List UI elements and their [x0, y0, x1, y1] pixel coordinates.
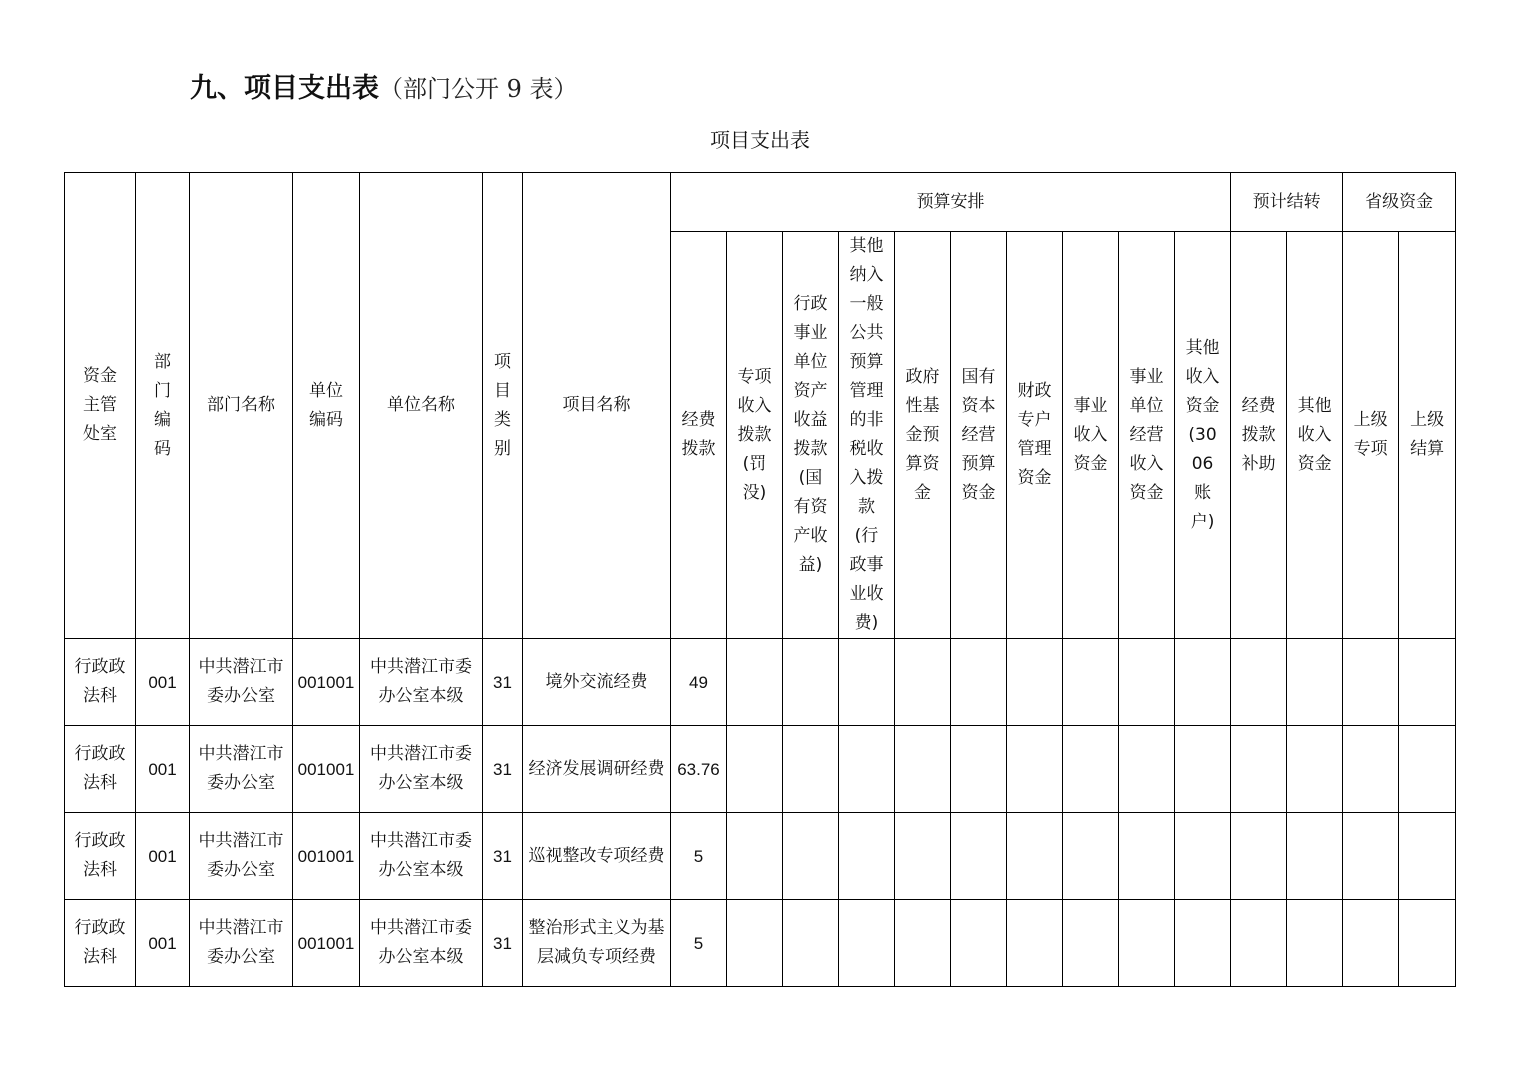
- header-budget-col: 国有资本经营预算资金: [951, 232, 1007, 639]
- cell-project-name: 整治形式主义为基层减负专项经费: [523, 900, 671, 987]
- cell-project-name: 境外交流经费: [523, 639, 671, 726]
- cell-fund-dept: 行政政法科: [65, 639, 136, 726]
- cell-amount: 5: [671, 900, 727, 987]
- cell-fund-dept: 行政政法科: [65, 900, 136, 987]
- header-project-type: 项目类别: [483, 173, 523, 639]
- cell-unit-code: 001001: [293, 639, 360, 726]
- header-budget-col: 专项收入拨款(罚没): [727, 232, 783, 639]
- cell-dept-code: 001: [136, 813, 190, 900]
- cell-unit-name: 中共潜江市委办公室本级: [360, 639, 483, 726]
- cell-amount: 5: [671, 813, 727, 900]
- header-unit-name: 单位名称: [360, 173, 483, 639]
- header-dept-code: 部门编码: [136, 173, 190, 639]
- cell-dept-name: 中共潜江市委办公室: [190, 900, 293, 987]
- header-carry-col: 其他收入资金: [1287, 232, 1343, 639]
- header-budget-col: 行政事业单位资产收益拨款(国有资产收益): [783, 232, 839, 639]
- header-dept-name: 部门名称: [190, 173, 293, 639]
- cell-amount: 63.76: [671, 726, 727, 813]
- cell-dept-code: 001: [136, 726, 190, 813]
- page-heading-sub: （部门公开 9 表）: [379, 75, 578, 103]
- cell-amount: 49: [671, 639, 727, 726]
- table-row: [65, 639, 1456, 726]
- cell-project-name: 巡视整改专项经费: [523, 813, 671, 900]
- header-carry-col: 经费拨款补助: [1231, 232, 1287, 639]
- cell-project-type: 31: [483, 900, 523, 987]
- header-budget-group: 预算安排: [671, 173, 1231, 232]
- cell-unit-name: 中共潜江市委办公室本级: [360, 813, 483, 900]
- cell-project-name: 经济发展调研经费: [523, 726, 671, 813]
- page-heading-main: 九、项目支出表: [190, 73, 379, 104]
- header-province-group: 省级资金: [1343, 173, 1456, 232]
- header-budget-col: 其他收入资金(3006账户): [1175, 232, 1231, 639]
- cell-dept-name: 中共潜江市委办公室: [190, 639, 293, 726]
- cell-unit-name: 中共潜江市委办公室本级: [360, 900, 483, 987]
- header-carry-group: 预计结转: [1231, 173, 1343, 232]
- table-title: 项目支出表: [710, 128, 810, 152]
- header-budget-col: 政府性基金预算资金: [895, 232, 951, 639]
- cell-unit-code: 001001: [293, 900, 360, 987]
- cell-project-type: 31: [483, 726, 523, 813]
- table-row: [65, 900, 1456, 987]
- cell-fund-dept: 行政政法科: [65, 726, 136, 813]
- cell-unit-code: 001001: [293, 813, 360, 900]
- project-expense-table: [64, 172, 1456, 987]
- header-province-col: 上级专项: [1343, 232, 1399, 639]
- header-budget-col: 经费拨款: [671, 232, 727, 639]
- cell-project-type: 31: [483, 813, 523, 900]
- header-project-name: 项目名称: [523, 173, 671, 639]
- header-budget-col: 事业单位经营收入资金: [1119, 232, 1175, 639]
- cell-unit-name: 中共潜江市委办公室本级: [360, 726, 483, 813]
- cell-dept-name: 中共潜江市委办公室: [190, 813, 293, 900]
- cell-project-type: 31: [483, 639, 523, 726]
- table-row: [65, 726, 1456, 813]
- header-budget-col: 其他纳入一般公共预算管理的非税收入拨款(行政事业收费): [839, 232, 895, 639]
- header-budget-col: 财政专户管理资金: [1007, 232, 1063, 639]
- cell-fund-dept: 行政政法科: [65, 813, 136, 900]
- cell-dept-code: 001: [136, 900, 190, 987]
- cell-unit-code: 001001: [293, 726, 360, 813]
- header-province-col: 上级结算: [1399, 232, 1456, 639]
- cell-dept-code: 001: [136, 639, 190, 726]
- header-unit-code: 单位编码: [293, 173, 360, 639]
- header-budget-col: 事业收入资金: [1063, 232, 1119, 639]
- page-heading: [190, 66, 578, 105]
- table-row: [65, 813, 1456, 900]
- header-fund-dept: 资金主管处室: [65, 173, 136, 639]
- cell-dept-name: 中共潜江市委办公室: [190, 726, 293, 813]
